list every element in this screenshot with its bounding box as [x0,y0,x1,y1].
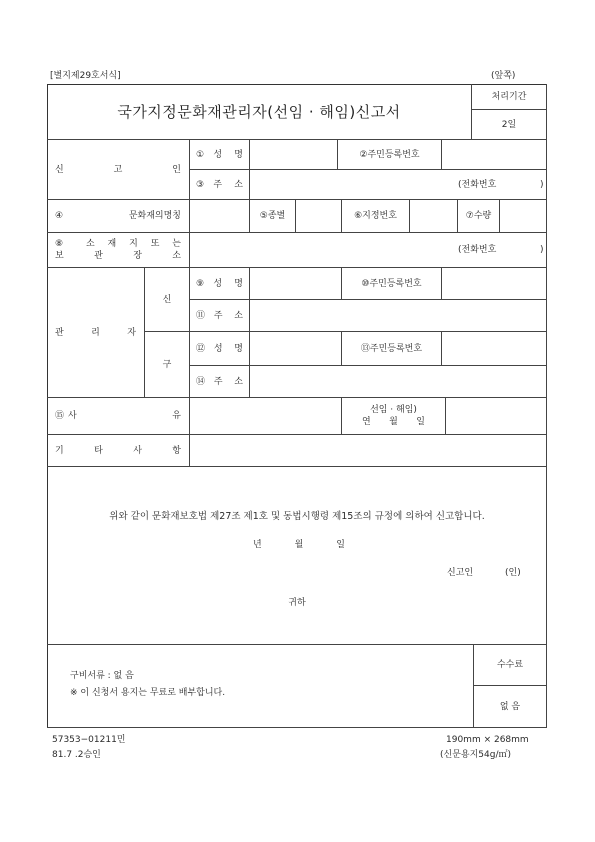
title-cell [47,84,472,140]
location-value [190,233,547,268]
old-manager-address-label-cell [190,366,250,398]
reason-label-cell [47,398,190,435]
reporter-label-cell [47,140,190,200]
new-manager-address-value [250,300,547,332]
old-manager-address-label: ⑭주 소 [196,376,243,387]
heritage-designation-label-cell [342,200,410,233]
heritage-type-label: ⑤종별 [259,211,286,221]
old-manager-rrn-label: ⑬주민등록번호 [360,343,423,354]
new-manager-name-value [250,268,342,300]
form-number: [별지제29호서식] [50,71,121,81]
manager-new-label: 신 [162,294,172,305]
processing-period-label-cell [472,84,547,110]
heritage-name-value [190,200,250,233]
old-manager-name-value [250,332,342,366]
appointment-date-value [446,398,547,435]
appointment-date-label-line1: 선임 · 해임) [370,405,417,415]
reporter-address-label: ③주 소 [196,179,243,190]
reporter-address-label-cell [190,170,250,200]
other-label: 기 타 사 항 [55,445,181,456]
location-phone-close: ) [540,245,544,255]
manager-label: 관 리 자 [55,327,136,338]
new-manager-rrn-value [442,268,547,300]
manager-old-label-cell [145,332,190,398]
reporter-phone-close: ) [540,180,544,190]
heritage-quantity-label: ⑦수량 [465,211,492,221]
appointment-date-label-line2: 연 월 일 [362,417,425,427]
new-manager-address-label: ⑪주 소 [196,310,243,321]
declaration-seal: (인) [505,568,521,578]
location-label-line2: 보 관 장 소 [55,251,181,261]
new-manager-rrn-label-cell [342,268,442,300]
footer-size: 190mm × 268mm [446,735,529,745]
footer-code: 57353−01211민 [52,735,126,745]
heritage-type-value [296,200,342,233]
form-title: 국가지정문화재관리자(선임 · 해임)신고서 [117,102,401,121]
footer-paper: (신문용지54g/㎡) [440,750,511,760]
location-label-line1: ⑧ 소 재 지 또 는 [55,239,181,249]
reporter-rrn-value [442,140,547,170]
old-manager-address-value [250,366,547,398]
reporter-name-label-cell [190,140,250,170]
declaration-signer: 신고인 [447,568,474,578]
declaration-addressee: 귀하 [288,598,306,608]
old-manager-name-label-cell [190,332,250,366]
reporter-phone-label: (전화번호 [458,180,497,190]
other-label-cell [47,435,190,467]
reporter-label: 신 고 인 [55,164,181,175]
declaration-date: 년 월 일 [253,540,345,550]
old-manager-rrn-label-cell [342,332,442,366]
heritage-quantity-value [500,200,547,233]
reason-label: 사 유 [68,411,181,421]
location-label-cell [47,233,190,268]
required-documents: 구비서류 : 없 음 [70,671,134,681]
manager-old-label: 구 [162,359,172,370]
new-manager-rrn-label: ⑩주민등록번호 [361,278,422,289]
heritage-quantity-label-cell [458,200,500,233]
new-manager-address-label-cell [190,300,250,332]
fee-value-cell [474,686,547,728]
distribution-note: ※ 이 신청서 용지는 무료로 배부합니다. [70,688,226,698]
footer-approval: 81.7 .2승인 [52,750,101,760]
processing-period-label: 처리기간 [491,91,527,102]
reporter-name-label: ①성 명 [196,149,243,160]
reporter-rrn-label: ②주민등록번호 [359,149,420,160]
heritage-designation-label: ⑥지정번호 [354,211,397,221]
manager-new-label-cell [145,268,190,332]
declaration-section [47,467,547,645]
old-manager-rrn-value [442,332,547,366]
fee-value: 없 음 [499,701,521,712]
reporter-name-value [250,140,338,170]
documents-section [47,645,474,728]
reporter-address-value [250,170,547,200]
fee-label-cell [474,645,547,686]
declaration-statement: 위와 같이 문화재보호법 제27조 제1호 및 동법시행령 제15조의 규정에 의하여 신고합니다. [109,511,485,522]
processing-period-value: 2일 [501,119,517,130]
new-manager-name-label: ⑨성 명 [196,278,243,289]
heritage-designation-value [410,200,458,233]
appointment-date-label-cell [342,398,446,435]
processing-period-value-cell [472,110,547,140]
heritage-type-label-cell [250,200,296,233]
reporter-rrn-label-cell [338,140,442,170]
location-phone-label: (전화번호 [458,245,497,255]
heritage-name-label: ④ 문화재의명칭 [55,211,181,221]
reason-value [190,398,342,435]
manager-label-cell [47,268,145,398]
old-manager-name-label: ⑫성 명 [196,343,243,354]
reason-number: ⑮ [55,411,65,421]
page-side-label: (앞쪽) [491,71,516,81]
other-value [190,435,547,467]
new-manager-name-label-cell [190,268,250,300]
fee-label: 수수료 [496,660,524,670]
heritage-name-label-cell [47,200,190,233]
